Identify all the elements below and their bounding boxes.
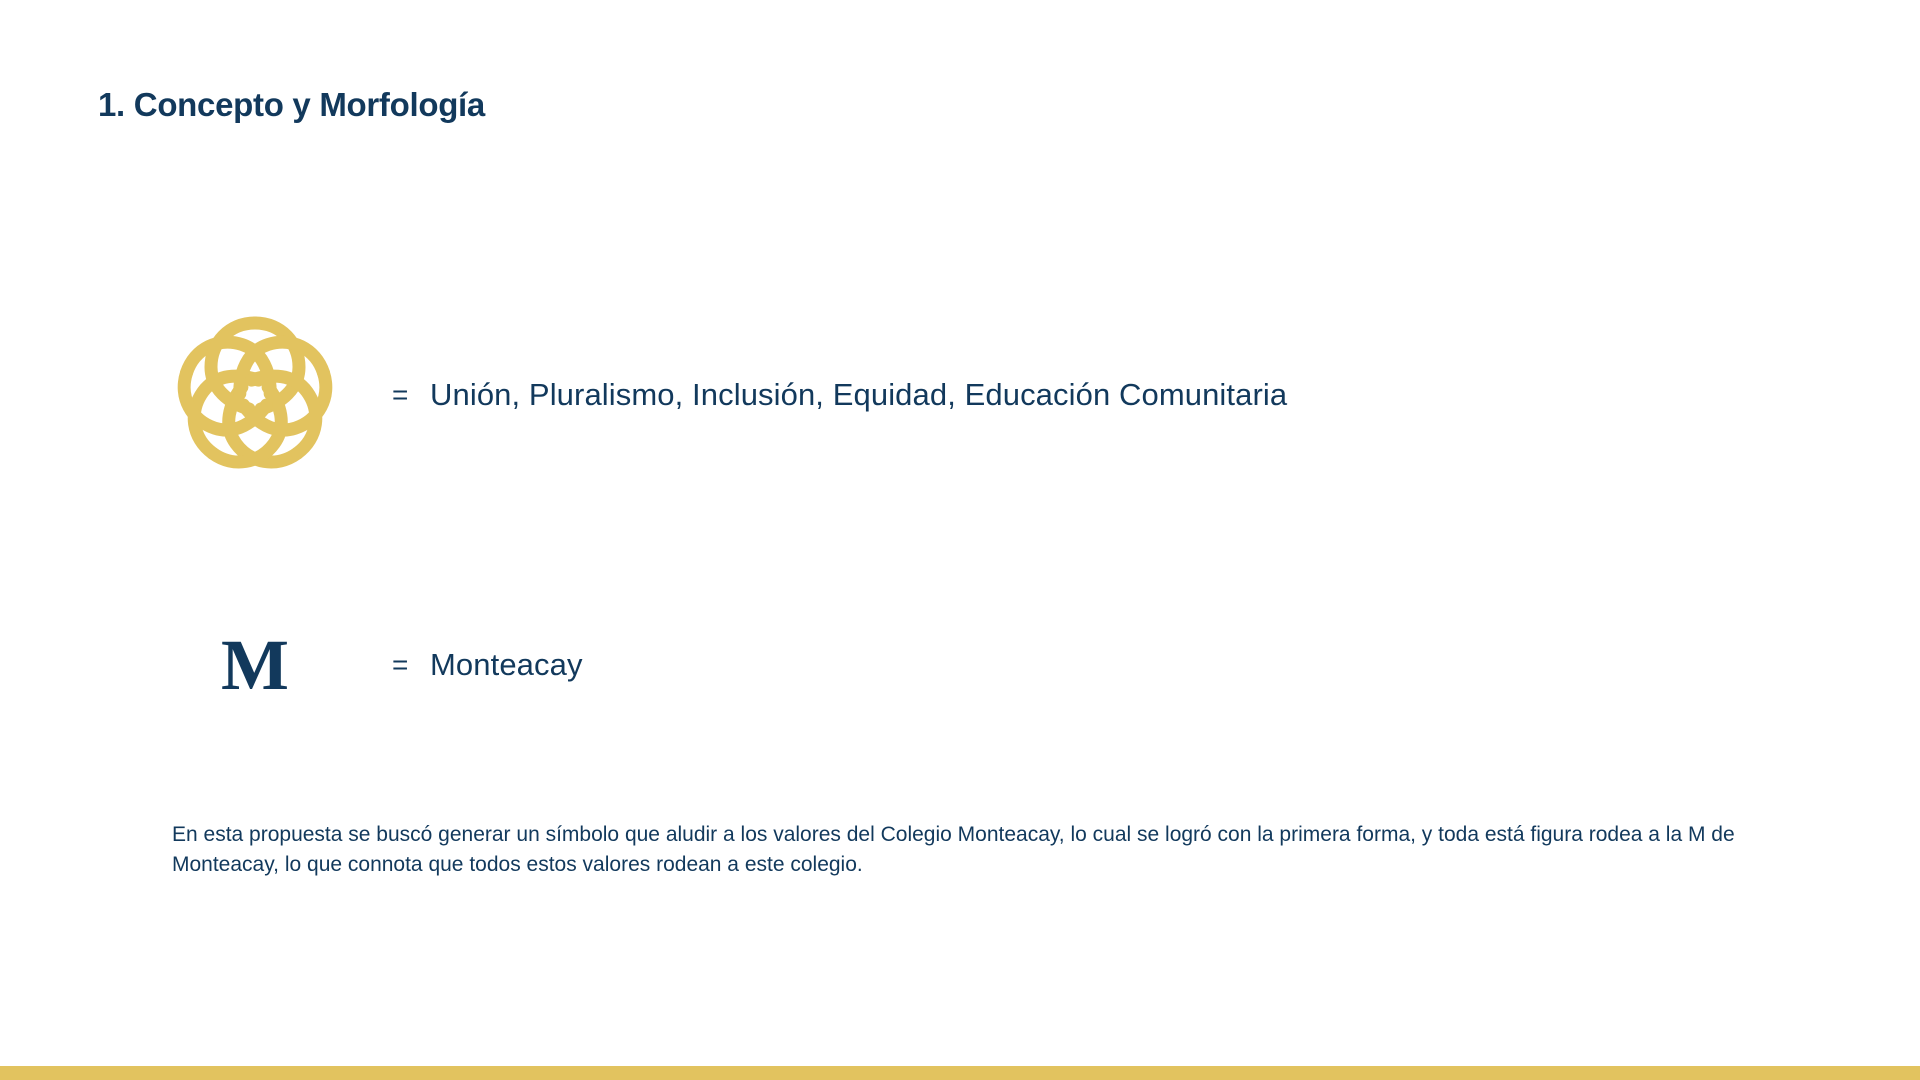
page-title: 1. Concepto y Morfología	[98, 86, 485, 123]
concept-row-letter	[140, 620, 1840, 710]
bottom-accent-bar	[0, 1066, 1920, 1080]
equals-sign-symbol: =	[392, 379, 409, 410]
concept-row-symbol	[140, 280, 1840, 510]
letter-meaning-text: Monteacay	[430, 647, 583, 682]
concept-description-paragraph: En esta propuesta se buscó generar un símbolo que aludir a los valores del Colegio Monteacay, lo cual se logró con la primera forma, y toda está figura rodea a la M de Monteacay, lo que connota que todos estos valores rodean a este colegio.	[172, 823, 1735, 876]
equals-sign-letter: =	[392, 649, 409, 680]
star-knot-symbol-icon	[140, 280, 370, 510]
letter-m-mark: M	[221, 625, 289, 705]
symbol-meaning-text: Unión, Pluralismo, Inclusión, Equidad, Educación Comunitaria	[430, 377, 1288, 412]
